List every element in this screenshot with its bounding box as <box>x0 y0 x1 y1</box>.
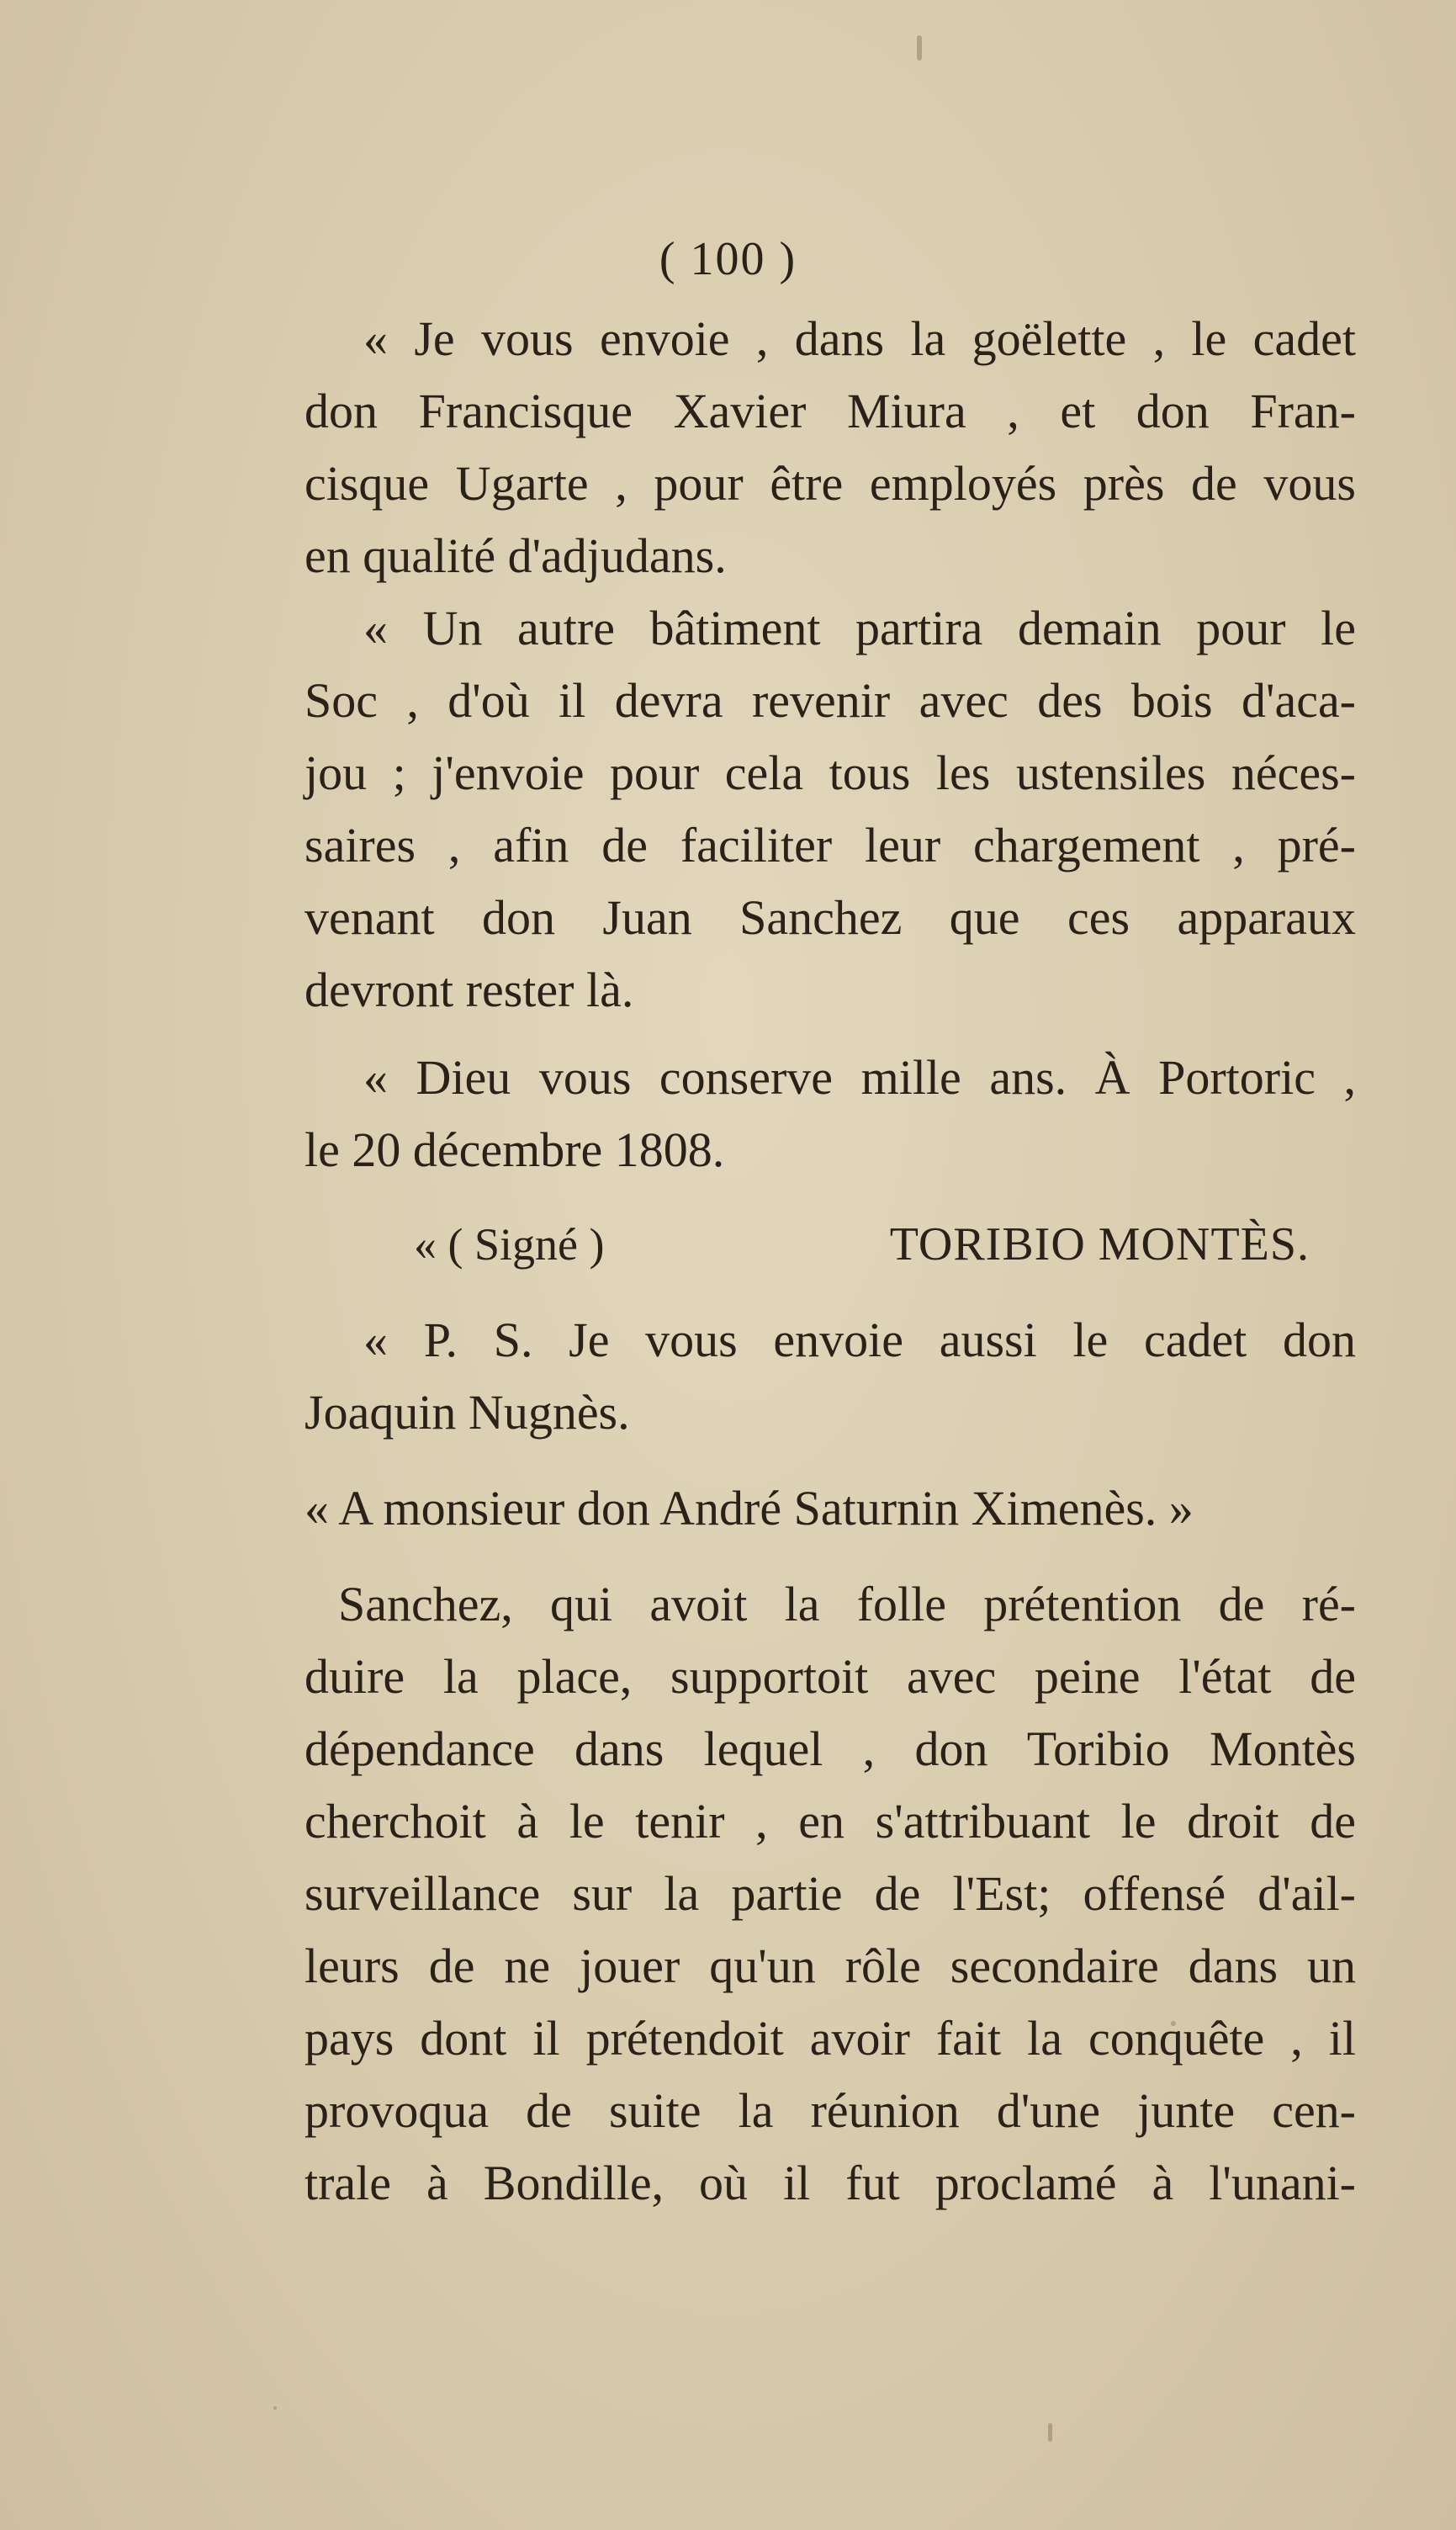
text-line: pays dont il prétendoit avoir fait la conquête , il <box>304 2011 1356 2066</box>
text-line: devront rester là. <box>304 963 634 1017</box>
text-line: leurs de ne jouer qu'un rôle secondaire dans un <box>304 1939 1356 1993</box>
text-line: le 20 décembre 1808. <box>304 1122 725 1177</box>
text-line: « Je vous envoie , dans la goëlette , le cadet <box>363 311 1356 366</box>
text-line: Soc , d'où il devra revenir avec des bois d'aca- <box>304 673 1356 728</box>
text-line: « P. S. Je vous envoie aussi le cadet don <box>363 1313 1356 1367</box>
signer-name: TORIBIO MONTÈS. <box>889 1218 1310 1270</box>
text-line: provoqua de suite la réunion d'une junte cen- <box>304 2083 1356 2138</box>
paper-speck <box>273 2406 277 2410</box>
text-line: saires , afin de faciliter leur chargement , pré- <box>304 818 1356 873</box>
paper-speck <box>917 35 922 61</box>
text-line: « Dieu vous conserve mille ans. À Portoric , <box>363 1050 1356 1105</box>
text-line: cisque Ugarte , pour être employés près de vous <box>304 456 1356 511</box>
letter-address: « A monsieur don André Saturnin Ximenès. » <box>304 1481 1194 1536</box>
text-line: trale à Bondille, où il fut proclamé à l'unani- <box>304 2156 1356 2210</box>
text-line: jou ; j'envoie pour cela tous les ustensiles néces- <box>304 745 1356 800</box>
text-line: duire la place, supportoit avec peine l'état de <box>304 1649 1356 1704</box>
text-line: cherchoit à le tenir , en s'attribuant le droit de <box>304 1794 1356 1848</box>
page-text <box>304 303 1356 2220</box>
text-line: Joaquin Nugnès. <box>304 1385 630 1440</box>
text-line: surveillance sur la partie de l'Est; offensé d'ail- <box>304 1866 1356 1921</box>
text-line: Sanchez, qui avoit la folle prétention de ré- <box>338 1577 1356 1631</box>
signature-line <box>304 1208 1356 1281</box>
paper-speck <box>1048 2423 1052 2442</box>
signed-label: « ( Signé ) <box>414 1219 605 1270</box>
text-line: venant don Juan Sanchez que ces apparaux <box>304 890 1356 945</box>
text-line: « Un autre bâtiment partira demain pour le <box>363 601 1356 655</box>
page-number: ( 100 ) <box>659 233 797 285</box>
text-line: don Francisque Xavier Miura , et don Fran- <box>304 384 1356 438</box>
text-line: en qualité d'adjudans. <box>304 528 727 583</box>
text-line: dépendance dans lequel , don Toribio Montès <box>304 1721 1356 1776</box>
